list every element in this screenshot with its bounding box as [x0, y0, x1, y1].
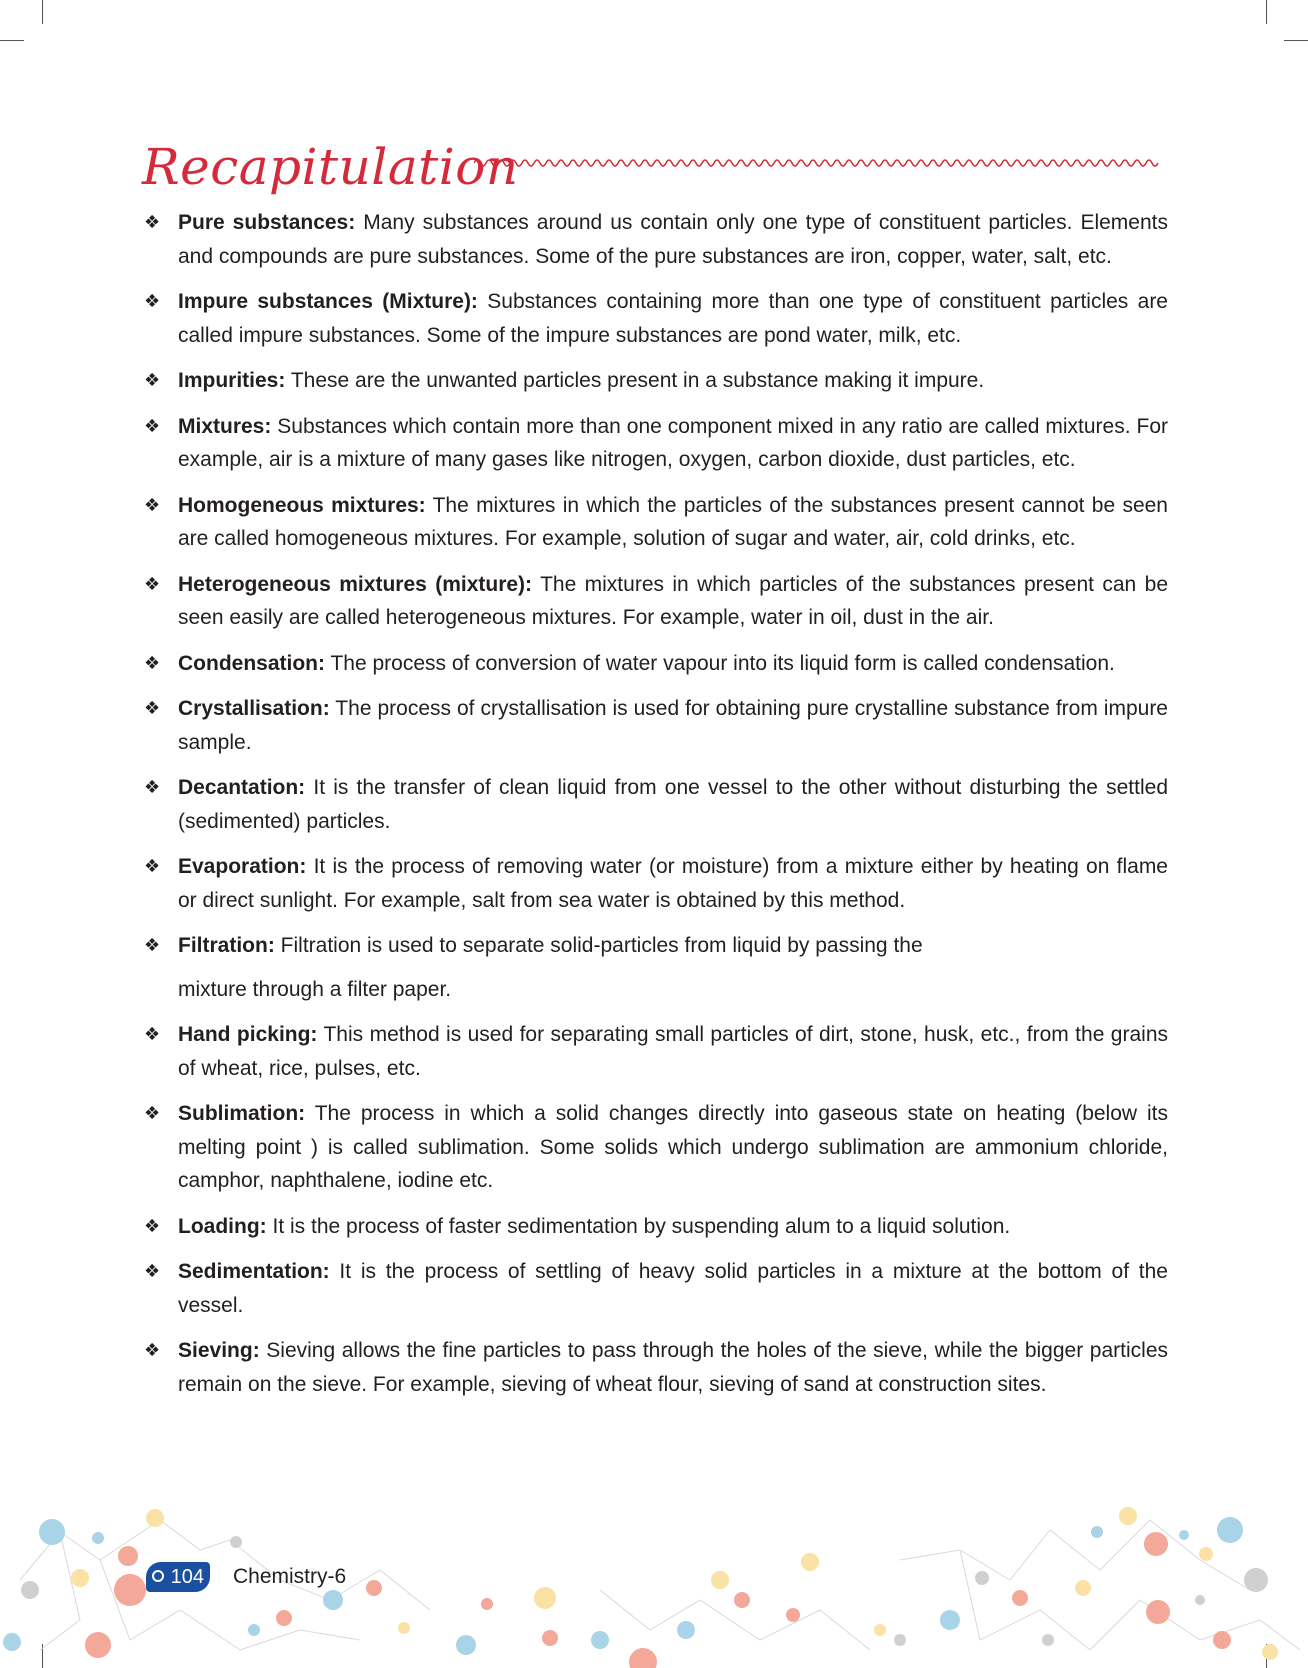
recap-text: Substances which contain more than one component mixed in any ratio are called mixtures. For example, air is a mixture of many gases like nitrogen, oxygen, carbon dioxide, dust particles, etc. [178, 414, 1168, 471]
recap-item [142, 1255, 1168, 1322]
recap-term: Decantation: [178, 776, 306, 799]
diamond-bullet-icon: ❖ [144, 856, 161, 876]
recap-term: Impurities: [178, 369, 286, 392]
recap-term: Heterogeneous mixtures (mixture): [178, 572, 533, 596]
diamond-bullet-icon: ❖ [144, 652, 161, 673]
badge-swirl-icon [152, 1570, 164, 1582]
recap-text: It is the process of removing water (or moisture) from a mixture either by heating on flame or direct sunlight. For example, salt from sea water is obtained by this method. [178, 855, 1168, 912]
recap-text: The mixtures in which the particles of the substances present cannot be seen are called homogeneous mixtures. For example, solution of sugar and water, air, cold drinks, etc. [178, 493, 1168, 550]
diamond-bullet-icon: ❖ [144, 1103, 161, 1123]
recap-text: It is the process of faster sedimentation by suspending alum to a liquid solution. [266, 1214, 1011, 1238]
page-title: Recapitulation [142, 138, 519, 196]
recap-item [142, 410, 1168, 477]
recap-item [142, 1097, 1168, 1198]
recap-text: The process of conversion of water vapour into its liquid form is called condensation. [325, 651, 1115, 675]
diamond-bullet-icon: ❖ [144, 1215, 161, 1236]
page-number: 104 [170, 1566, 204, 1588]
recap-term: Hand picking: [178, 1023, 318, 1046]
recap-list [142, 206, 1168, 1413]
crop-mark [1284, 40, 1308, 41]
recap-item [142, 568, 1168, 635]
recap-item [142, 647, 1168, 681]
diamond-bullet-icon: ❖ [144, 291, 161, 311]
recap-text: This method is used for separating small particles of dirt, stone, husk, etc., from the grains of wheat, rice, pulses, etc. [178, 1023, 1168, 1080]
diamond-bullet-icon: ❖ [144, 777, 161, 797]
diamond-bullet-icon: ❖ [144, 494, 161, 515]
page-number-badge [146, 1562, 210, 1592]
recap-item [142, 771, 1168, 838]
recap-item [142, 1334, 1168, 1401]
recap-text: Filtration is used to separate solid-particles from liquid by passing the [274, 934, 923, 957]
recap-text: It is the process of settling of heavy solid particles in a mixture at the bottom of the vessel. [178, 1260, 1168, 1317]
recap-item [142, 1018, 1168, 1085]
diamond-bullet-icon: ❖ [144, 415, 161, 436]
title-block [142, 138, 1172, 208]
diamond-bullet-icon: ❖ [144, 935, 161, 955]
recap-item [142, 692, 1168, 759]
recap-text: It is the transfer of clean liquid from one vessel to the other without disturbing the settled (sedimented) particles. [178, 776, 1168, 833]
book-title: Chemistry-6 [233, 1565, 347, 1588]
diamond-bullet-icon: ❖ [144, 573, 161, 594]
title-squiggle [474, 156, 1174, 170]
diamond-bullet-icon: ❖ [144, 212, 161, 232]
recap-term: Pure substances: [178, 211, 356, 234]
recap-term: Homogeneous mixtures: [178, 493, 426, 517]
diamond-bullet-icon: ❖ [144, 370, 161, 390]
recap-term: Loading: [178, 1214, 267, 1238]
recap-text: The process of crystallisation is used for obtaining pure crystalline substance from impure sample. [178, 697, 1168, 754]
recap-item [142, 850, 1168, 917]
recap-term: Mixtures: [178, 414, 272, 438]
recap-term: Crystallisation: [178, 697, 330, 720]
recap-term: Condensation: [178, 651, 325, 675]
recap-item [142, 206, 1168, 273]
recap-term: Sieving: [178, 1339, 260, 1362]
recap-item [142, 929, 1168, 1006]
recap-text: Substances containing more than one type of constituent particles are called impure substances. Some of the impure substances are pond water, milk, etc. [178, 290, 1168, 347]
recap-text: Sieving allows the fine particles to pass through the holes of the sieve, while the bigger particles remain on the sieve. For example, sieving of wheat flour, sieving of sand at construction sites. [178, 1339, 1168, 1396]
crop-mark [42, 0, 43, 24]
recap-term: Evaporation: [178, 855, 307, 878]
recap-text: The process in which a solid changes directly into gaseous state on heating (below its melting point ) is called sublimation. Some solids which undergo sublimation are ammonium chloride, camphor, naphthalene, iodine etc. [178, 1102, 1168, 1192]
recap-text-continuation: mixture through a filter paper. [178, 977, 452, 1001]
diamond-bullet-icon: ❖ [144, 1024, 161, 1044]
diamond-bullet-icon: ❖ [144, 698, 161, 718]
crop-mark [1266, 0, 1267, 24]
molecule-links [20, 1520, 1300, 1650]
recap-text: These are the unwanted particles present in a substance making it impure. [285, 369, 985, 392]
recap-item [142, 489, 1168, 556]
diamond-bullet-icon: ❖ [144, 1261, 161, 1281]
recap-item [142, 1210, 1168, 1244]
recap-item [142, 364, 1168, 398]
recap-text: The mixtures in which particles of the substances present can be seen easily are called heterogeneous mixtures. For example, water in oil, dust in the air. [178, 572, 1168, 629]
recap-text: Many substances around us contain only one type of constituent particles. Elements and compounds are pure substances. Some of the pure substances are iron, copper, water, salt, etc. [178, 211, 1168, 268]
recap-item [142, 285, 1168, 352]
diamond-bullet-icon: ❖ [144, 1340, 161, 1360]
crop-mark [0, 40, 24, 41]
recap-term: Sublimation: [178, 1102, 306, 1125]
recap-term: Filtration: [178, 934, 275, 957]
recap-term: Sedimentation: [178, 1260, 330, 1283]
recap-term: Impure substances (Mixture): [178, 290, 478, 313]
